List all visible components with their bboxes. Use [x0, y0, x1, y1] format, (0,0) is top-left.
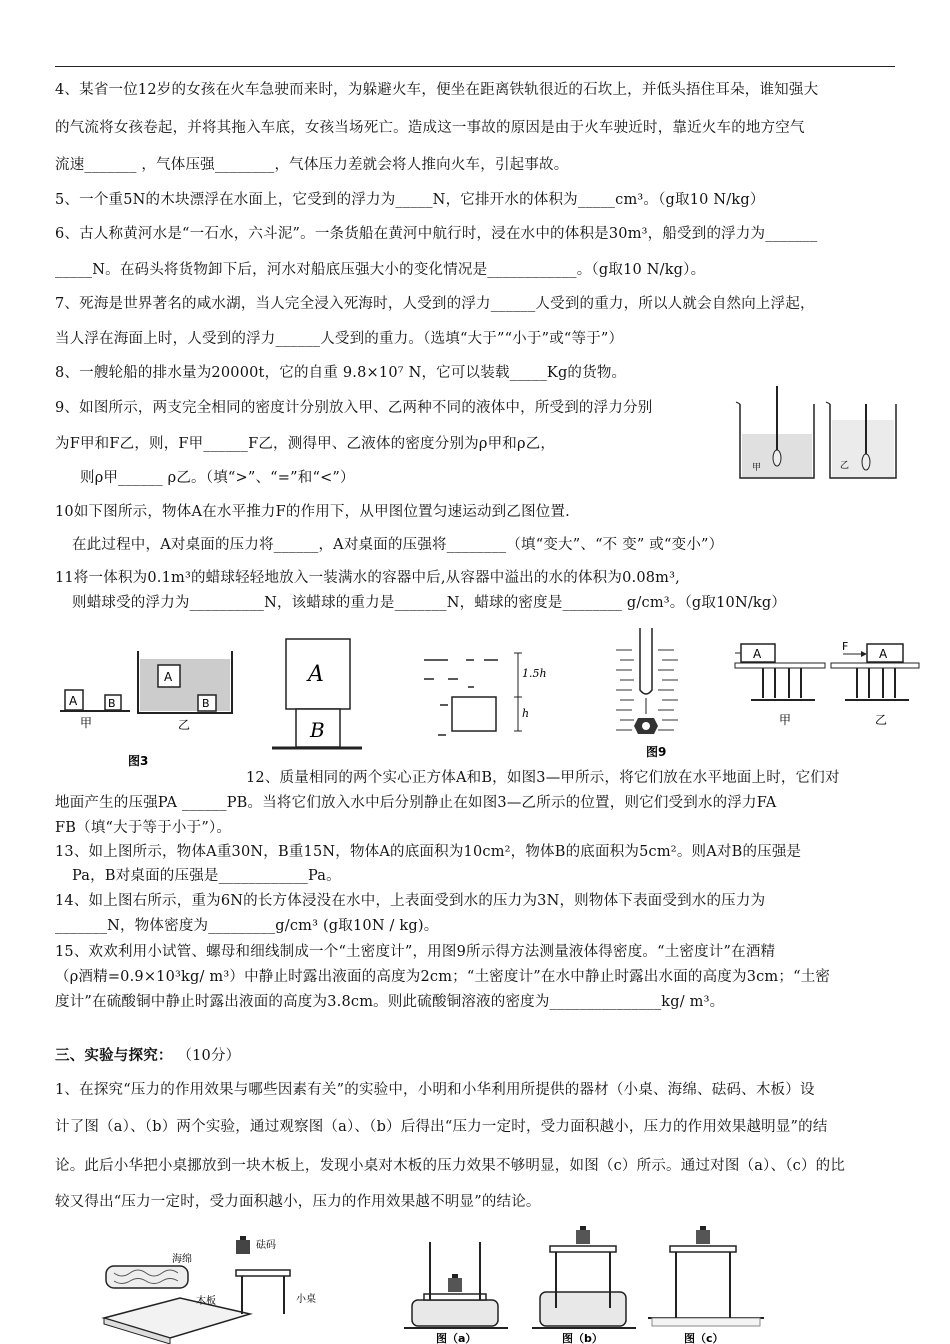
- fig10-yi-a: A: [879, 647, 888, 661]
- fig3-block-a: A: [69, 694, 78, 708]
- q15-line1: 15、欢欢利用小试管、螺母和细线制成一个“土密度计”，用图9所示得方法测量液体得密度。“土密度计”在酒精: [55, 944, 776, 960]
- label-sponge: 海绵: [172, 1254, 192, 1265]
- jar-a-label: 甲: [752, 463, 762, 473]
- e1-line1: 1、在探究“压力的作用效果与哪些因素有关”的实验中，小明和小华利用所提供的器材（小桌、海绵、砝码、木板）设: [55, 1082, 815, 1098]
- stacked-blocks-figure: [272, 635, 362, 755]
- q6-line1: 6、古人称黄河水是“一石水，六斗泥”。一条货船在黄河中航行时，浸在水中的体积是30m³，船受到的浮力为_______: [55, 226, 818, 242]
- stack-block-a: A: [308, 662, 324, 687]
- label-weight: 砝码: [256, 1240, 276, 1251]
- fig3-water-a: A: [164, 670, 173, 684]
- fig3-jia: 甲: [80, 716, 93, 730]
- q9-line3: 则ρ甲______ ρ乙。（填“>”、“=”和“<”）: [80, 470, 355, 486]
- label-table: 小桌: [296, 1294, 316, 1305]
- fig10-yi: 乙: [875, 713, 888, 727]
- q14-line1: 14、如上图右所示，重为6N的长方体浸没在水中，上表面受到水的压力为3N，则物体下表面受到水的压力为: [55, 893, 766, 909]
- q12-line3: FB（填“大于等于小于”）。: [55, 820, 232, 836]
- q8-line: 8、一艘轮船的排水量为20000t，它的自重 9.8×10⁷ N，它可以装载_____Kg的货物。: [55, 365, 627, 381]
- q6-line2: _____N。在码头将货物卸下后，河水对船底压强大小的变化情况是____________。（g取10 N/kg）。: [55, 262, 706, 278]
- q14-line2: _______N，物体密度为_________g/cm³ (g取10N / kg)。: [55, 918, 439, 934]
- fig10-jia-a: A: [753, 647, 762, 661]
- q12-line1: 12、质量相同的两个实心正方体A和B，如图3—甲所示，将它们放在水平地面上时，它们对: [246, 770, 840, 786]
- q12-line2: 地面产生的压强PA ______PB。当将它们放入水中后分别静止在如图3—乙所示的位置，则它们受到水的浮力FA: [55, 795, 777, 811]
- label-h: h: [522, 707, 530, 720]
- q13-line1: 13、如上图所示，物体A重30N，B重15N，物体A的底面积为10cm²，物体B的底面积为5cm²。则A对B的压强是: [55, 844, 802, 860]
- q9-line1: 9、如图所示，两支完全相同的密度计分别放入甲、乙两种不同的液体中，所受到的浮力分别: [55, 400, 653, 416]
- fig3-water-b: B: [202, 697, 210, 710]
- label-1-5h: 1.5h: [522, 667, 547, 680]
- q15-line3: 度计”在硫酸铜中静止时露出液面的高度为3.8cm。则此硫酸铜溶液的密度为_______________kg/ m³。: [55, 994, 725, 1010]
- fig3-caption: 图3: [128, 754, 149, 768]
- q11-line2: 则蜡球受的浮力为__________N，该蜡球的重力是_______N，蜡球的密度是________ g/cm³。（g取10N/kg）: [72, 595, 787, 611]
- figure-q10: [735, 640, 920, 735]
- label-board: 木板: [196, 1296, 216, 1307]
- q13-line2: Pa，B对桌面的压强是____________Pa。: [72, 868, 341, 884]
- e1-line3: 论。此后小华把小桌挪放到一块木板上，发现小桌对木板的压力效果不够明显，如图（c）所示。通过对图（a）、（c）的比: [55, 1158, 846, 1174]
- section3-heading: [55, 1044, 240, 1065]
- q7-line2: 当人浮在海面上时，人受到的浮力______人受到的重力。（选填“大于”“小于”或“等于”）: [55, 331, 624, 347]
- jar-b-label: 乙: [840, 461, 850, 471]
- e1-line4: 较又得出“压力一定时，受力面积越小，压力的作用效果越不明显”的结论。: [55, 1194, 541, 1210]
- q10-line2: 在此过程中，A对桌面的压力将______，A对桌面的压强将________（填“变大”、“不 变” 或“变小”）: [72, 537, 724, 553]
- q4-line2: 的气流将女孩卷起，并将其拖入车底，女孩当场死亡。造成这一事故的原因是由于火车驶近时，靠近火车的地方空气: [55, 120, 805, 136]
- fig10-jia: 甲: [779, 713, 792, 727]
- fig3-yi: 乙: [178, 718, 191, 732]
- q7-line1: 7、死海是世界著名的咸水湖，当人完全浸入死海时，人受到的浮力______人受到的重力，所以人就会自然向上浮起，: [55, 296, 815, 312]
- header-rule: [55, 66, 895, 67]
- caption-fig-a: 图（a）: [436, 1332, 477, 1344]
- q5-line: 5、一个重5N的木块漂浮在水面上，它受到的浮力为_____N，它排开水的体积为_____cm³。（g取10 N/kg）: [55, 192, 765, 208]
- caption-fig-c: 图（c）: [684, 1332, 724, 1344]
- caption-fig-b: 图（b）: [562, 1332, 603, 1344]
- pressure-experiment-figure: [100, 1218, 900, 1344]
- section3-score: （10分）: [177, 1048, 241, 1064]
- fig3-block-b: B: [108, 697, 116, 710]
- q4-line3: 流速_______ ，气体压强________，气体压力差就会将人推向火车，引起事故。: [55, 157, 569, 173]
- figure-9: [612, 628, 692, 763]
- fig9-caption: 图9: [646, 745, 667, 759]
- fig10-force: F: [842, 640, 849, 653]
- q10-line1: 10如下图所示，物体A在水平推力F的作用下，从甲图位置匀速运动到乙图位置.: [55, 504, 570, 520]
- q11-line1: 11将一体积为0.1m³的蜡球轻轻地放入一装满水的容器中后,从容器中溢出的水的体积为0.08m³,: [55, 570, 680, 586]
- section3-title: 三、实验与探究：: [55, 1047, 173, 1064]
- submerged-block-figure: [418, 645, 547, 745]
- q15-line2: （ρ酒精=0.9×10³kg/ m³）中静止时露出液面的高度为2cm；“土密度计”在水中静止时露出水面的高度为3cm；“土密: [55, 969, 831, 985]
- figure-3: [60, 645, 235, 775]
- e1-line2: 计了图（a）、（b）两个实验，通过观察图（a）、（b）后得出“压力一定时，受力面积越小，压力的作用效果越明显”的结: [55, 1119, 828, 1135]
- q4-line1: 4、某省一位12岁的女孩在火车急驶而来时，为躲避火车，便坐在距离铁轨很近的石坎上，并低头捂住耳朵，谁知强大: [55, 82, 819, 98]
- stack-block-b: B: [310, 718, 325, 742]
- q9-line2: 为F甲和F乙，则，F甲______F乙，测得甲、乙液体的密度分别为ρ甲和ρ乙，: [55, 436, 556, 452]
- hydrometer-figure: [732, 382, 902, 482]
